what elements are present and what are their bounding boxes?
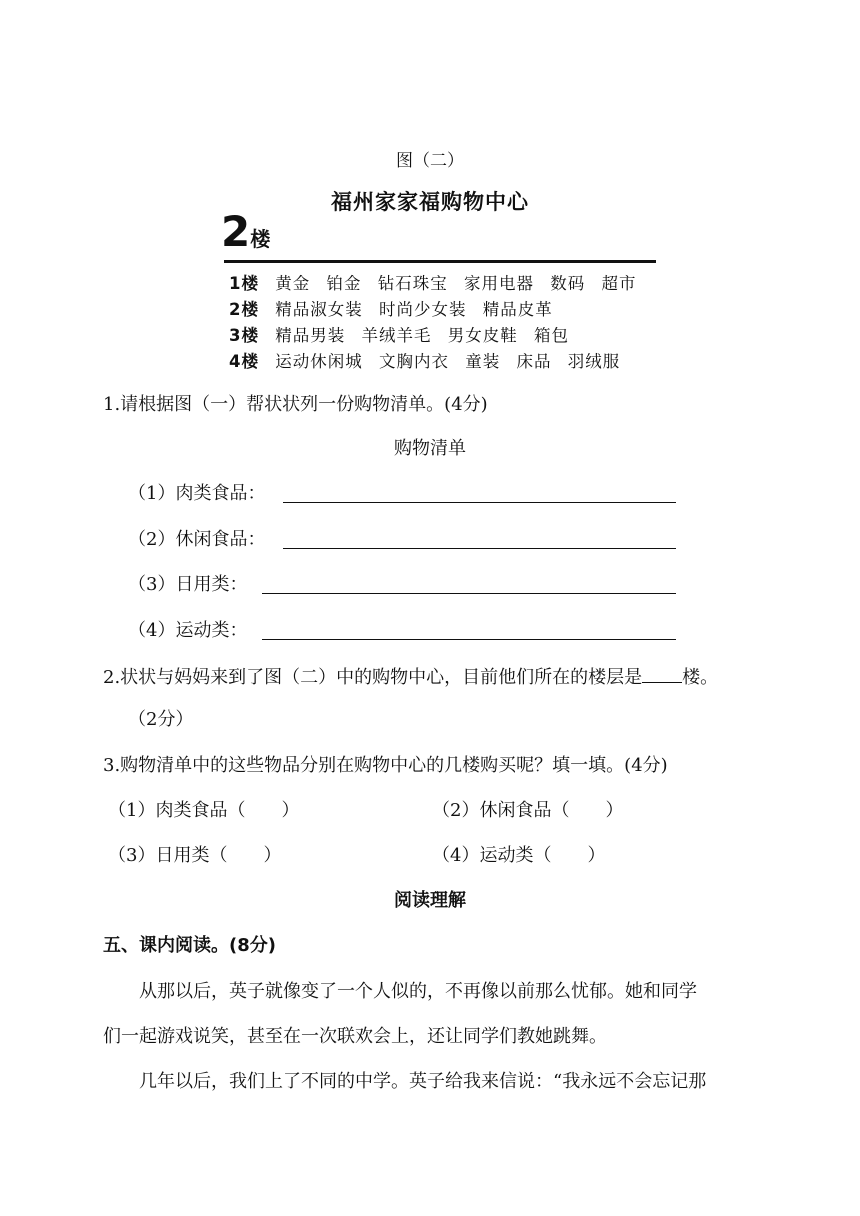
directory-row-1 [229, 272, 636, 296]
directory-shop: 男女皮鞋 [447, 326, 518, 345]
floor-answer-blank[interactable] [642, 664, 682, 683]
list-item-snack-label: （2）休闲食品： [128, 529, 266, 550]
q3-item-sport[interactable]: （4）运动类（ ） [432, 845, 606, 866]
directory-floor: 3楼 [229, 326, 259, 345]
list-item-snack-blank[interactable] [283, 548, 676, 549]
q3-item-snack[interactable]: （2）休闲食品（ ） [432, 800, 624, 821]
list-item-meat-blank[interactable] [283, 502, 676, 503]
q3-item-meat[interactable]: （1）肉类食品（ ） [108, 800, 300, 821]
reading-heading: 阅读理解 [394, 890, 466, 911]
directory-shop: 家用电器 [463, 274, 534, 293]
current-floor-unit: 楼 [250, 227, 271, 251]
question-2-text-before: 2.状状与妈妈来到了图（二）中的购物中心，目前他们所在的楼层是 [103, 667, 643, 688]
list-item-sport-blank[interactable] [262, 639, 676, 640]
directory-shop: 童装 [465, 352, 501, 371]
current-floor-number: 2 [221, 207, 251, 256]
directory-shop: 时尚少女装 [378, 300, 467, 319]
directory-floor: 4楼 [229, 352, 259, 371]
shopping-list-title: 购物清单 [394, 438, 466, 459]
passage-line-3: 几年以后，我们上了不同的中学。英子给我来信说：“我永远不会忘记那 [139, 1071, 707, 1092]
question-1: 1.请根据图（一）帮状状列一份购物清单。(4分) [103, 394, 488, 415]
mall-sign-title: 福州家家福购物中心 [331, 190, 529, 214]
directory-shop: 羊绒羊毛 [361, 326, 432, 345]
list-item-meat-label: （1）肉类食品： [128, 483, 266, 504]
directory-shop: 运动休闲城 [275, 352, 363, 371]
directory-shop: 精品男装 [275, 326, 346, 345]
directory-row-4 [229, 350, 620, 374]
sign-divider [224, 260, 656, 263]
directory-row-3 [229, 324, 569, 348]
question-2 [103, 664, 718, 690]
question-3: 3.购物清单中的这些物品分别在购物中心的几楼购买呢？填一填。(4分) [103, 755, 668, 776]
list-item-daily-blank[interactable] [262, 593, 676, 594]
q3-item-daily[interactable]: （3）日用类（ ） [108, 845, 282, 866]
directory-row-2 [229, 298, 553, 322]
current-floor-label [221, 208, 270, 256]
section-five-title: 五、课内阅读。(8分) [103, 935, 276, 956]
directory-shop: 精品皮革 [482, 300, 553, 319]
directory-shop: 床品 [516, 352, 552, 371]
directory-shop: 文胸内衣 [378, 352, 449, 371]
passage-line-2: 们一起游戏说笑，甚至在一次联欢会上，还让同学们教她跳舞。 [103, 1026, 607, 1047]
directory-shop: 黄金 [275, 274, 311, 293]
directory-floor: 2楼 [229, 300, 259, 319]
question-2-score: （2分） [128, 709, 194, 730]
directory-shop: 铂金 [326, 274, 362, 293]
list-item-sport-label: （4）运动类： [128, 620, 248, 641]
directory-shop: 精品淑女装 [275, 300, 363, 319]
directory-shop: 钻石珠宝 [377, 274, 448, 293]
figure-caption: 图（二） [396, 151, 464, 171]
directory-shop: 箱包 [533, 326, 569, 345]
directory-shop: 数码 [550, 274, 586, 293]
directory-shop: 羽绒服 [567, 352, 621, 371]
directory-floor: 1楼 [229, 274, 259, 293]
list-item-daily-label: （3）日用类： [128, 574, 248, 595]
directory-shop: 超市 [601, 274, 637, 293]
passage-line-1: 从那以后，英子就像变了一个人似的，不再像以前那么忧郁。她和同学 [139, 981, 697, 1002]
question-2-text-after: 楼。 [682, 667, 719, 688]
